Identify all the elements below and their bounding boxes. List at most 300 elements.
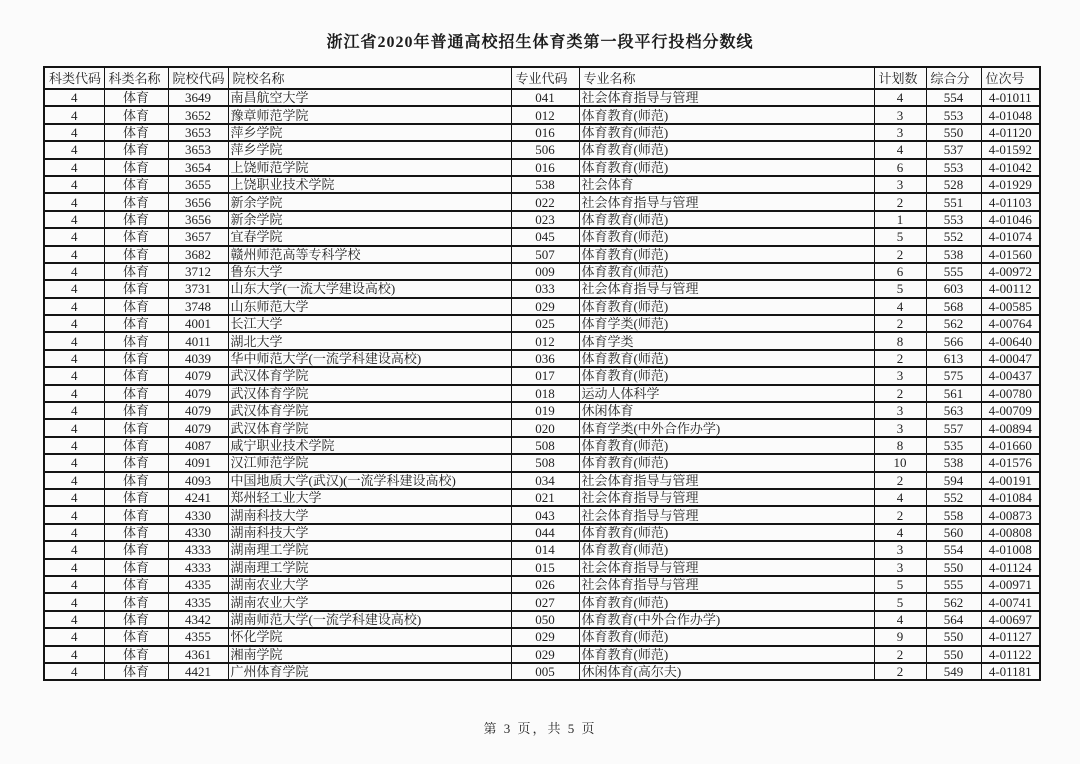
table-cell: 594 [926,472,981,489]
table-cell: 体育学类(师范) [579,315,874,332]
table-cell: 020 [511,419,579,436]
table-cell: 550 [926,628,981,645]
table-cell: 华中师范大学(一流学科建设高校) [228,350,511,367]
table-cell: 4 [44,646,104,663]
table-cell: 4079 [168,385,228,402]
table-cell: 4-00741 [981,593,1040,610]
table-cell: 558 [926,506,981,523]
table-cell: 4-01124 [981,559,1040,576]
table-cell: 武汉体育学院 [228,385,511,402]
table-cell: 体育教育(师范) [579,298,874,315]
table-cell: 029 [511,646,579,663]
table-cell: 568 [926,298,981,315]
table-cell: 575 [926,367,981,384]
table-cell: 体育教育(师范) [579,541,874,558]
table-cell: 3649 [168,89,228,106]
table-header-row [44,67,1040,89]
table-row [44,385,1040,402]
table-cell: 4342 [168,611,228,628]
column-header: 院校代码 [168,67,228,89]
table-cell: 体育 [104,246,168,263]
table-cell: 上饶师范学院 [228,159,511,176]
table-cell: 3 [874,367,926,384]
table-cell: 湖南科技大学 [228,524,511,541]
table-cell: 3657 [168,228,228,245]
table-row [44,663,1040,680]
table-cell: 体育 [104,280,168,297]
table-cell: 体育学类 [579,332,874,349]
table-cell: 湖南农业大学 [228,593,511,610]
table-row [44,211,1040,228]
table-cell: 3 [874,559,926,576]
page-footer: 第 3 页，共 5 页 [483,721,597,736]
table-cell: 湖南科技大学 [228,506,511,523]
table-cell: 3655 [168,176,228,193]
table-cell: 4011 [168,332,228,349]
table-cell: 2 [874,472,926,489]
table-cell: 体育教育(师范) [579,524,874,541]
table-cell: 体育 [104,141,168,158]
table-cell: 029 [511,298,579,315]
table-row [44,593,1040,610]
table-cell: 4 [44,472,104,489]
table-cell: 4361 [168,646,228,663]
table-cell: 4 [44,402,104,419]
table-cell: 豫章师范学院 [228,106,511,123]
table-cell: 4-00191 [981,472,1040,489]
table-cell: 体育 [104,193,168,210]
column-header: 科类名称 [104,67,168,89]
table-cell: 3656 [168,211,228,228]
table-cell: 4 [44,559,104,576]
table-cell: 050 [511,611,579,628]
table-cell: 560 [926,524,981,541]
table-cell: 体育学类(中外合作办学) [579,419,874,436]
table-cell: 1 [874,211,926,228]
table-cell: 4 [44,385,104,402]
table-cell: 603 [926,280,981,297]
table-cell: 017 [511,367,579,384]
table-cell: 564 [926,611,981,628]
table-cell: 3712 [168,263,228,280]
table-cell: 4335 [168,576,228,593]
table-cell: 体育教育(师范) [579,106,874,123]
table-cell: 4 [44,506,104,523]
table-cell: 4 [874,298,926,315]
table-cell: 湖南理工学院 [228,541,511,558]
table-row [44,524,1040,541]
table-cell: 4-00894 [981,419,1040,436]
table-cell: 4 [44,628,104,645]
table-cell: 体育教育(师范) [579,628,874,645]
table-cell: 武汉体育学院 [228,367,511,384]
table-cell: 体育 [104,489,168,506]
table-cell: 体育 [104,437,168,454]
column-header: 专业代码 [511,67,579,89]
table-cell: 体育教育(师范) [579,124,874,141]
table-cell: 3748 [168,298,228,315]
table-cell: 026 [511,576,579,593]
table-cell: 体育教育(中外合作办学) [579,611,874,628]
table-cell: 4-00709 [981,402,1040,419]
table-cell: 4 [44,89,104,106]
table-cell: 郑州轻工业大学 [228,489,511,506]
table-cell: 4 [44,228,104,245]
table-cell: 体育 [104,402,168,419]
table-cell: 3682 [168,246,228,263]
table-row [44,437,1040,454]
table-cell: 3656 [168,193,228,210]
table-cell: 4 [44,489,104,506]
table-cell: 4-01122 [981,646,1040,663]
table-cell: 4091 [168,454,228,471]
table-row [44,454,1040,471]
table-cell: 4-01929 [981,176,1040,193]
table-row [44,298,1040,315]
table-cell: 507 [511,246,579,263]
table-cell: 体育 [104,472,168,489]
table-cell: 6 [874,159,926,176]
table-cell: 6 [874,263,926,280]
table-row [44,106,1040,123]
table-cell: 4 [44,524,104,541]
table-cell: 562 [926,315,981,332]
table-row [44,489,1040,506]
table-cell: 体育教育(师范) [579,246,874,263]
table-cell: 4-01660 [981,437,1040,454]
table-cell: 4 [44,332,104,349]
table-row [44,124,1040,141]
table-cell: 036 [511,350,579,367]
table-cell: 4 [44,593,104,610]
table-cell: 4 [44,106,104,123]
table-cell: 3652 [168,106,228,123]
table-cell: 3 [874,402,926,419]
table-row [44,141,1040,158]
table-cell: 4-00972 [981,263,1040,280]
table-row [44,646,1040,663]
table-cell: 005 [511,663,579,680]
table-cell: 025 [511,315,579,332]
table-cell: 4-01008 [981,541,1040,558]
table-cell: 3 [874,541,926,558]
table-cell: 549 [926,663,981,680]
table-cell: 045 [511,228,579,245]
table-cell: 4-00808 [981,524,1040,541]
table-cell: 3 [874,176,926,193]
table-cell: 4093 [168,472,228,489]
table-cell: 8 [874,437,926,454]
table-cell: 016 [511,124,579,141]
table-cell: 4 [44,350,104,367]
column-header: 综合分 [926,67,981,89]
table-cell: 550 [926,559,981,576]
table-cell: 508 [511,454,579,471]
table-cell: 4-01046 [981,211,1040,228]
table-cell: 550 [926,646,981,663]
column-header: 位次号 [981,67,1040,89]
table-row [44,315,1040,332]
table-cell: 体育 [104,541,168,558]
table-cell: 山东师范大学 [228,298,511,315]
table-cell: 4 [874,141,926,158]
table-cell: 休闲体育(高尔夫) [579,663,874,680]
table-cell: 508 [511,437,579,454]
table-cell: 体育 [104,559,168,576]
table-cell: 023 [511,211,579,228]
table-cell: 4 [874,524,926,541]
table-cell: 4-01042 [981,159,1040,176]
table-cell: 4-01181 [981,663,1040,680]
table-row [44,228,1040,245]
table-cell: 4-01048 [981,106,1040,123]
table-row [44,159,1040,176]
table-row [44,506,1040,523]
table-row [44,541,1040,558]
table-cell: 3653 [168,141,228,158]
table-cell: 4-00437 [981,367,1040,384]
table-cell: 社会体育指导与管理 [579,193,874,210]
table-cell: 体育教育(师范) [579,350,874,367]
table-row [44,280,1040,297]
table-cell: 4 [44,367,104,384]
table-cell: 体育 [104,124,168,141]
table-cell: 613 [926,350,981,367]
score-table [43,66,1041,681]
table-cell: 012 [511,106,579,123]
table-cell: 015 [511,559,579,576]
table-cell: 551 [926,193,981,210]
table-cell: 4330 [168,506,228,523]
table-cell: 体育教育(师范) [579,454,874,471]
table-cell: 体育 [104,211,168,228]
table-cell: 538 [511,176,579,193]
table-cell: 体育教育(师范) [579,367,874,384]
table-cell: 体育 [104,228,168,245]
table-cell: 4039 [168,350,228,367]
table-cell: 体育 [104,646,168,663]
table-cell: 2 [874,506,926,523]
table-cell: 018 [511,385,579,402]
table-cell: 2 [874,385,926,402]
table-cell: 4-00873 [981,506,1040,523]
table-cell: 2 [874,315,926,332]
table-cell: 广州体育学院 [228,663,511,680]
table-cell: 4-01011 [981,89,1040,106]
table-cell: 4 [44,280,104,297]
table-cell: 4-01103 [981,193,1040,210]
table-cell: 4 [44,263,104,280]
table-cell: 4-00047 [981,350,1040,367]
table-cell: 555 [926,263,981,280]
table-row [44,576,1040,593]
table-cell: 4 [44,541,104,558]
table-cell: 4-00697 [981,611,1040,628]
table-cell: 535 [926,437,981,454]
table-cell: 体育 [104,454,168,471]
table-row [44,332,1040,349]
table-cell: 3654 [168,159,228,176]
table-cell: 湖北大学 [228,332,511,349]
table-cell: 湖南师范大学(一流学科建设高校) [228,611,511,628]
table-cell: 4079 [168,367,228,384]
table-cell: 4 [44,193,104,210]
table-cell: 021 [511,489,579,506]
table-cell: 体育 [104,576,168,593]
column-header: 专业名称 [579,67,874,89]
table-cell: 553 [926,211,981,228]
table-cell: 体育 [104,176,168,193]
column-header: 科类代码 [44,67,104,89]
table-cell: 562 [926,593,981,610]
table-cell: 体育教育(师范) [579,228,874,245]
table-cell: 4-01560 [981,246,1040,263]
table-cell: 4-01592 [981,141,1040,158]
table-cell: 中国地质大学(武汉)(一流学科建设高校) [228,472,511,489]
table-cell: 4079 [168,402,228,419]
table-cell: 561 [926,385,981,402]
table-cell: 2 [874,646,926,663]
table-cell: 体育教育(师范) [579,211,874,228]
table-row [44,628,1040,645]
table-cell: 566 [926,332,981,349]
table-cell: 009 [511,263,579,280]
table-cell: 萍乡学院 [228,124,511,141]
table-body [44,89,1040,680]
table-row [44,559,1040,576]
table-cell: 5 [874,280,926,297]
table-row [44,176,1040,193]
table-cell: 4087 [168,437,228,454]
table-row [44,419,1040,436]
table-cell: 029 [511,628,579,645]
table-cell: 体育 [104,106,168,123]
table-cell: 506 [511,141,579,158]
table-cell: 552 [926,489,981,506]
table-cell: 新余学院 [228,211,511,228]
table-cell: 4-01074 [981,228,1040,245]
table-cell: 宜春学院 [228,228,511,245]
table-cell: 4-01120 [981,124,1040,141]
table-cell: 4 [44,141,104,158]
table-cell: 4 [44,663,104,680]
table-cell: 044 [511,524,579,541]
table-cell: 027 [511,593,579,610]
table-cell: 3731 [168,280,228,297]
table-cell: 体育 [104,628,168,645]
table-cell: 4333 [168,559,228,576]
table-row [44,89,1040,106]
table-cell: 4241 [168,489,228,506]
table-cell: 4 [44,437,104,454]
table-cell: 4335 [168,593,228,610]
table-cell: 新余学院 [228,193,511,210]
table-cell: 4-00640 [981,332,1040,349]
table-row [44,263,1040,280]
table-cell: 041 [511,89,579,106]
table-cell: 4330 [168,524,228,541]
table-cell: 3653 [168,124,228,141]
table-cell: 554 [926,541,981,558]
table-cell: 5 [874,228,926,245]
table-cell: 4 [44,211,104,228]
table-cell: 体育 [104,159,168,176]
table-cell: 湖南理工学院 [228,559,511,576]
table-cell: 南昌航空大学 [228,89,511,106]
table-cell: 体育 [104,89,168,106]
table-cell: 武汉体育学院 [228,402,511,419]
table-cell: 社会体育指导与管理 [579,472,874,489]
table-cell: 体育教育(师范) [579,646,874,663]
table-cell: 4-01084 [981,489,1040,506]
table-cell: 鲁东大学 [228,263,511,280]
table-cell: 4-00112 [981,280,1040,297]
table-cell: 563 [926,402,981,419]
table-cell: 长江大学 [228,315,511,332]
table-cell: 体育 [104,332,168,349]
table-cell: 体育 [104,593,168,610]
table-cell: 社会体育指导与管理 [579,280,874,297]
table-cell: 山东大学(一流大学建设高校) [228,280,511,297]
table-cell: 4-01127 [981,628,1040,645]
table-row [44,472,1040,489]
table-cell: 社会体育指导与管理 [579,89,874,106]
table-cell: 体育 [104,298,168,315]
table-cell: 5 [874,576,926,593]
table-cell: 萍乡学院 [228,141,511,158]
table-cell: 体育 [104,524,168,541]
table-cell: 537 [926,141,981,158]
table-cell: 体育 [104,506,168,523]
table-cell: 538 [926,454,981,471]
table-cell: 社会体育指导与管理 [579,576,874,593]
table-cell: 4 [44,611,104,628]
table-cell: 4-00971 [981,576,1040,593]
table-cell: 2 [874,350,926,367]
table-cell: 550 [926,124,981,141]
table-cell: 体育教育(师范) [579,263,874,280]
table-cell: 034 [511,472,579,489]
table-cell: 4-00780 [981,385,1040,402]
column-header: 院校名称 [228,67,511,89]
table-cell: 上饶职业技术学院 [228,176,511,193]
table-cell: 湘南学院 [228,646,511,663]
table-cell: 033 [511,280,579,297]
table-cell: 3 [874,419,926,436]
table-cell: 4-01576 [981,454,1040,471]
page-title: 浙江省2020年普通高校招生体育类第一段平行投档分数线 [326,34,754,51]
table-cell: 016 [511,159,579,176]
table-cell: 4 [44,315,104,332]
table-cell: 体育教育(师范) [579,159,874,176]
table-cell: 557 [926,419,981,436]
table-cell: 4333 [168,541,228,558]
table-cell: 体育教育(师范) [579,437,874,454]
table-cell: 4355 [168,628,228,645]
table-cell: 体育 [104,350,168,367]
table-cell: 怀化学院 [228,628,511,645]
table-cell: 体育 [104,263,168,280]
table-row [44,246,1040,263]
table-cell: 4 [44,159,104,176]
table-row [44,350,1040,367]
table-cell: 体育教育(师范) [579,593,874,610]
table-cell: 赣州师范高等专科学校 [228,246,511,263]
table-cell: 社会体育指导与管理 [579,506,874,523]
table-cell: 4 [44,454,104,471]
table-cell: 553 [926,159,981,176]
table-cell: 4079 [168,419,228,436]
